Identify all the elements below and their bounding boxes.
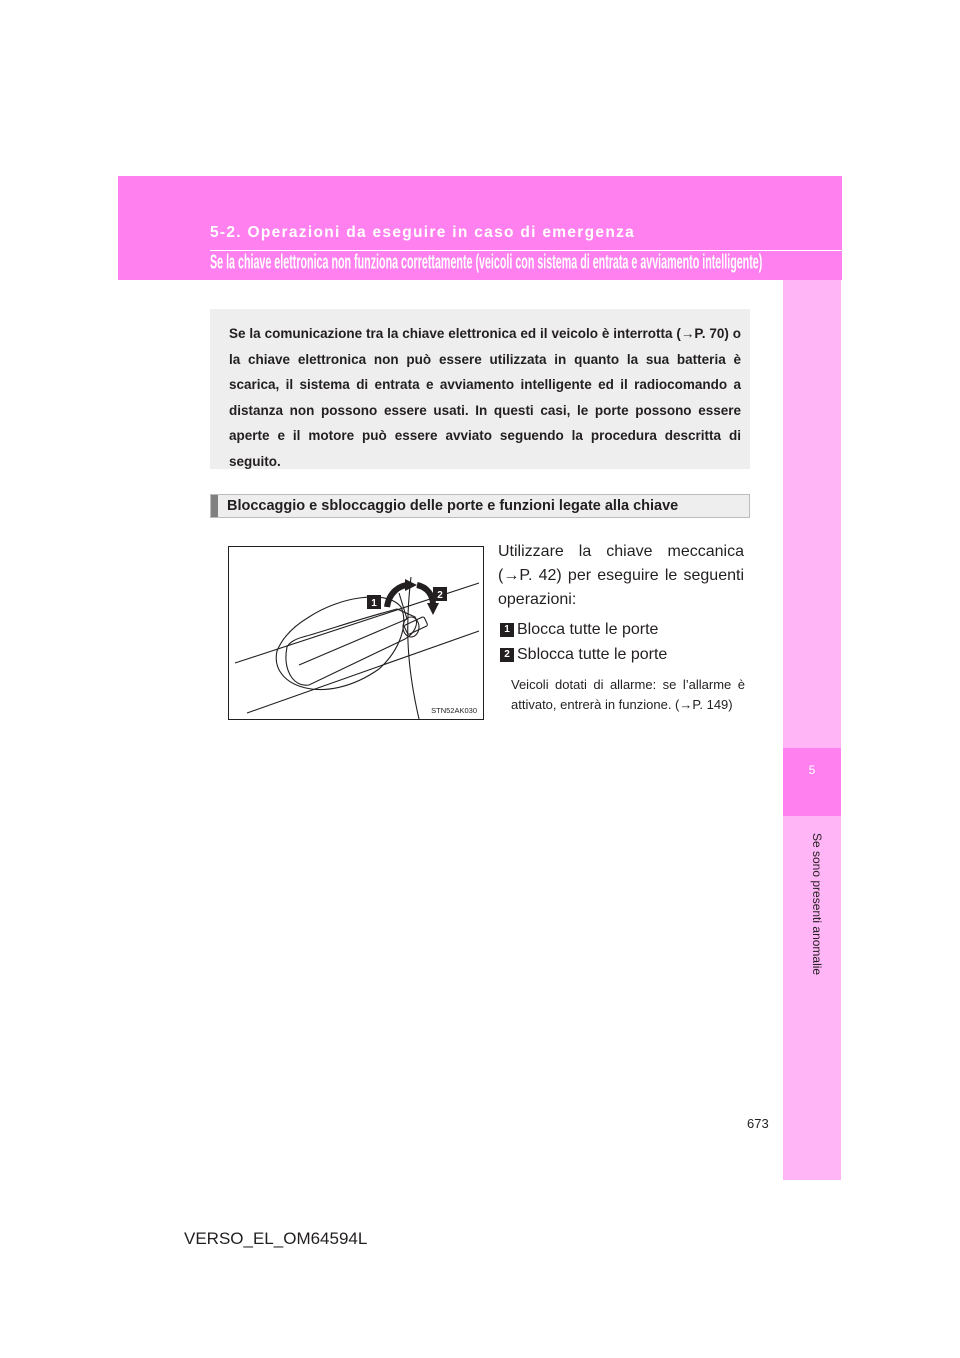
step-lock-all: [500, 620, 658, 640]
instruction-text: Utilizzare la chiave meccanica (→P. 42) per eseguire le seguenti operazioni:: [498, 543, 744, 608]
chapter-number-tab: [783, 748, 841, 816]
step-badge: 1: [500, 623, 514, 637]
page-subtitle: [210, 251, 770, 277]
door-handle-illustration: [228, 546, 484, 720]
chapter-number: 5: [808, 763, 816, 777]
step-unlock-all: [500, 645, 667, 665]
unlock-arrow-head: [427, 603, 439, 615]
door-handle-drawing: [229, 547, 483, 719]
handle-highlight: [299, 619, 407, 665]
callout-2: 2: [437, 590, 443, 601]
section-heading-text: Bloccaggio e sbloccaggio delle porte e funzioni legate alla chiave: [227, 498, 679, 514]
callout-1: 1: [371, 598, 377, 609]
door-edge-line: [408, 577, 419, 719]
step-badge: 2: [500, 648, 514, 662]
step-label: Sblocca tutte le porte: [517, 646, 668, 663]
section-heading: [210, 494, 750, 518]
manual-code: VERSO_EL_OM64594L: [184, 1229, 368, 1248]
alarm-note: Veicoli dotati di allarme: se l’allarme è attivato, entrerà in funzione. (→P. 149): [511, 677, 745, 712]
step-label: Blocca tutte le porte: [517, 621, 659, 638]
chapter-title: Se sono presenti anomalie: [810, 833, 824, 976]
page-subtitle-text: Se la chiave elettronica non funziona correttamente (veicoli con sistema di entrata e avviamento intelligente): [210, 251, 763, 274]
section-label: 5-2. Operazioni da eseguire in caso di emergenza: [210, 224, 636, 241]
figure-code: STN52AK030: [431, 706, 477, 715]
section-heading-marker: [211, 495, 218, 517]
intro-text: Se la comunicazione tra la chiave elettronica ed il veicolo è interrotta (→P. 70) o la chiave elettronica non può essere utilizzata in quanto la sua batteria è scarica, il sistema di entrata e avviamento intelligente ed il radiocomando a distanza non possono essere usati. In questi casi, le porte possono essere aperte e il motore può essere avviato seguendo la procedura descritta di seguito.: [229, 326, 741, 469]
door-lower-line: [247, 631, 479, 713]
page-number: 673: [747, 1116, 769, 1131]
